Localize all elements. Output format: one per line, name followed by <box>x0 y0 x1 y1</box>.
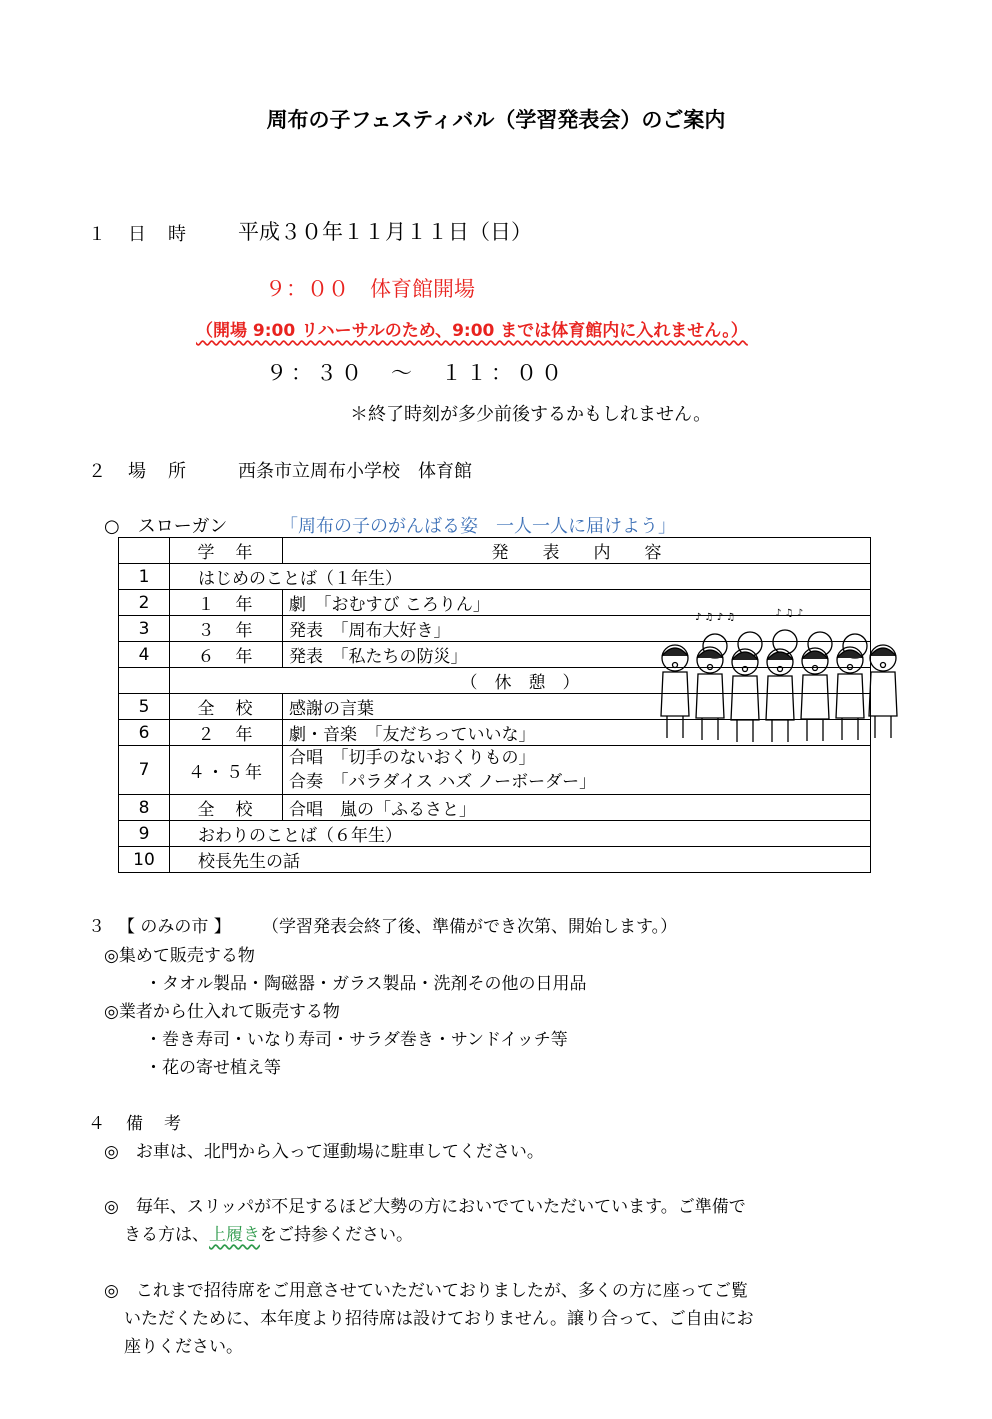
table-header-content: 発 表 内 容 <box>283 538 871 564</box>
seating-note-line1: ◎ これまで招待席をご用意させていただいておりましたが、多くの方に座ってご覧 <box>104 1281 748 1301</box>
row-grade: ２ 年 <box>170 720 283 746</box>
table-header-no <box>119 538 170 564</box>
slogan-text: 「周布の子のがんばる姿 一人一人に届けよう」 <box>280 516 676 537</box>
open-time: ９：００ 体育館開場 <box>265 277 475 301</box>
time-remark: ＊終了時刻が多少前後するかもしれません。 <box>350 404 712 425</box>
row-number: 9 <box>119 821 170 847</box>
table-row <box>119 564 871 590</box>
row-content: はじめのことば（１年生） <box>170 564 871 590</box>
table-row <box>119 821 871 847</box>
row-grade: ４・５年 <box>170 746 283 795</box>
row-content: 発表 「私たちの防災」 <box>283 642 871 668</box>
row-number: 10 <box>119 847 170 873</box>
children-singing-illustration <box>655 606 905 746</box>
vendor-items-flowers: ・花の寄せ植え等 <box>145 1058 281 1078</box>
svg-text:♪ ♫ ♪ ♫: ♪ ♫ ♪ ♫ <box>695 612 736 623</box>
row-number <box>119 668 170 694</box>
parking-note: ◎ お車は、北門から入って運動場に駐車してください。 <box>104 1142 544 1162</box>
indoor-shoes-emphasis: 上履き <box>209 1225 260 1245</box>
table-row <box>119 746 871 795</box>
row-content: 感謝の言葉 <box>283 694 871 720</box>
row-content: 劇 「おむすび ころりん」 <box>283 590 871 616</box>
row-grade: ６ 年 <box>170 642 283 668</box>
row-number: 5 <box>119 694 170 720</box>
event-date: 平成３０年１１月１１日（日） <box>238 220 532 244</box>
section2-label: ２ 場 所 <box>88 461 188 482</box>
row-content: 校長先生の話 <box>170 847 871 873</box>
vendor-items-heading: ◎業者から仕入れて販売する物 <box>104 1002 340 1022</box>
row-content: 発表 「周布大好き」 <box>283 616 871 642</box>
table-header-row <box>119 538 871 564</box>
event-time: ９：３０ ～ １１：００ <box>266 361 566 385</box>
collected-items-heading: ◎集めて販売する物 <box>104 946 255 966</box>
flea-market-heading: 【 のみの市 】 <box>118 917 231 937</box>
row-number: 4 <box>119 642 170 668</box>
row-number: 1 <box>119 564 170 590</box>
row-number: 6 <box>119 720 170 746</box>
row-content <box>283 746 871 795</box>
row-grade: 全 校 <box>170 795 283 821</box>
open-note: （開場 9:00 リハーサルのため、9:00 までは体育館内に入れません。） <box>196 321 748 341</box>
row-content: 合唱 嵐の「ふるさと」 <box>283 795 871 821</box>
vendor-items-list: ・巻き寿司・いなり寿司・サラダ巻き・サンドイッチ等 <box>145 1030 568 1050</box>
svg-text:♪ ♫ ♪: ♪ ♫ ♪ <box>775 608 804 619</box>
table-row <box>119 795 871 821</box>
table-row <box>119 847 871 873</box>
row-content: 劇・音楽 「友だちっていいな」 <box>283 720 871 746</box>
row-number: 8 <box>119 795 170 821</box>
slipper-note-post: をご持参ください。 <box>260 1225 413 1245</box>
collected-items-list: ・タオル製品・陶磁器・ガラス製品・洗剤その他の日用品 <box>145 974 587 994</box>
slogan-label: ○ スローガン <box>104 516 228 537</box>
flea-market-note: （学習発表会終了後、準備ができ次第、開始します。） <box>262 917 678 937</box>
slipper-note-line1: ◎ 毎年、スリッパが不足するほど大勢の方においでていただいています。ご準備で <box>104 1197 746 1217</box>
seating-note-line2: いただくために、本年度より招待席は設けておりません。譲り合って、ご自由にお <box>124 1309 754 1329</box>
row-grade: １ 年 <box>170 590 283 616</box>
slipper-note-line2 <box>124 1220 413 1245</box>
section3-number: ３ <box>88 917 105 937</box>
row-number: 7 <box>119 746 170 795</box>
section4-label: ４ 備 考 <box>88 1114 183 1134</box>
row-number: 2 <box>119 590 170 616</box>
row-content-line1: 合唱 「切手のないおくりもの」 <box>289 748 536 768</box>
page-title: 周布の子フェスティバル（学習発表会）のご案内 <box>266 108 726 132</box>
venue: 西条市立周布小学校 体育館 <box>238 461 472 482</box>
section1-label: １ 日 時 <box>88 224 188 245</box>
row-number: 3 <box>119 616 170 642</box>
rest-label: （ 休 憩 ） <box>170 668 871 694</box>
seating-note-line3: 座りください。 <box>124 1337 243 1357</box>
row-content-line2: 合奏 「パラダイス ハズ ノーボーダー」 <box>289 772 597 792</box>
row-grade: 全 校 <box>170 694 283 720</box>
row-grade: ３ 年 <box>170 616 283 642</box>
table-header-grade: 学 年 <box>170 538 283 564</box>
slipper-note-pre: きる方は、 <box>124 1225 209 1245</box>
row-content: おわりのことば（６年生） <box>170 821 871 847</box>
